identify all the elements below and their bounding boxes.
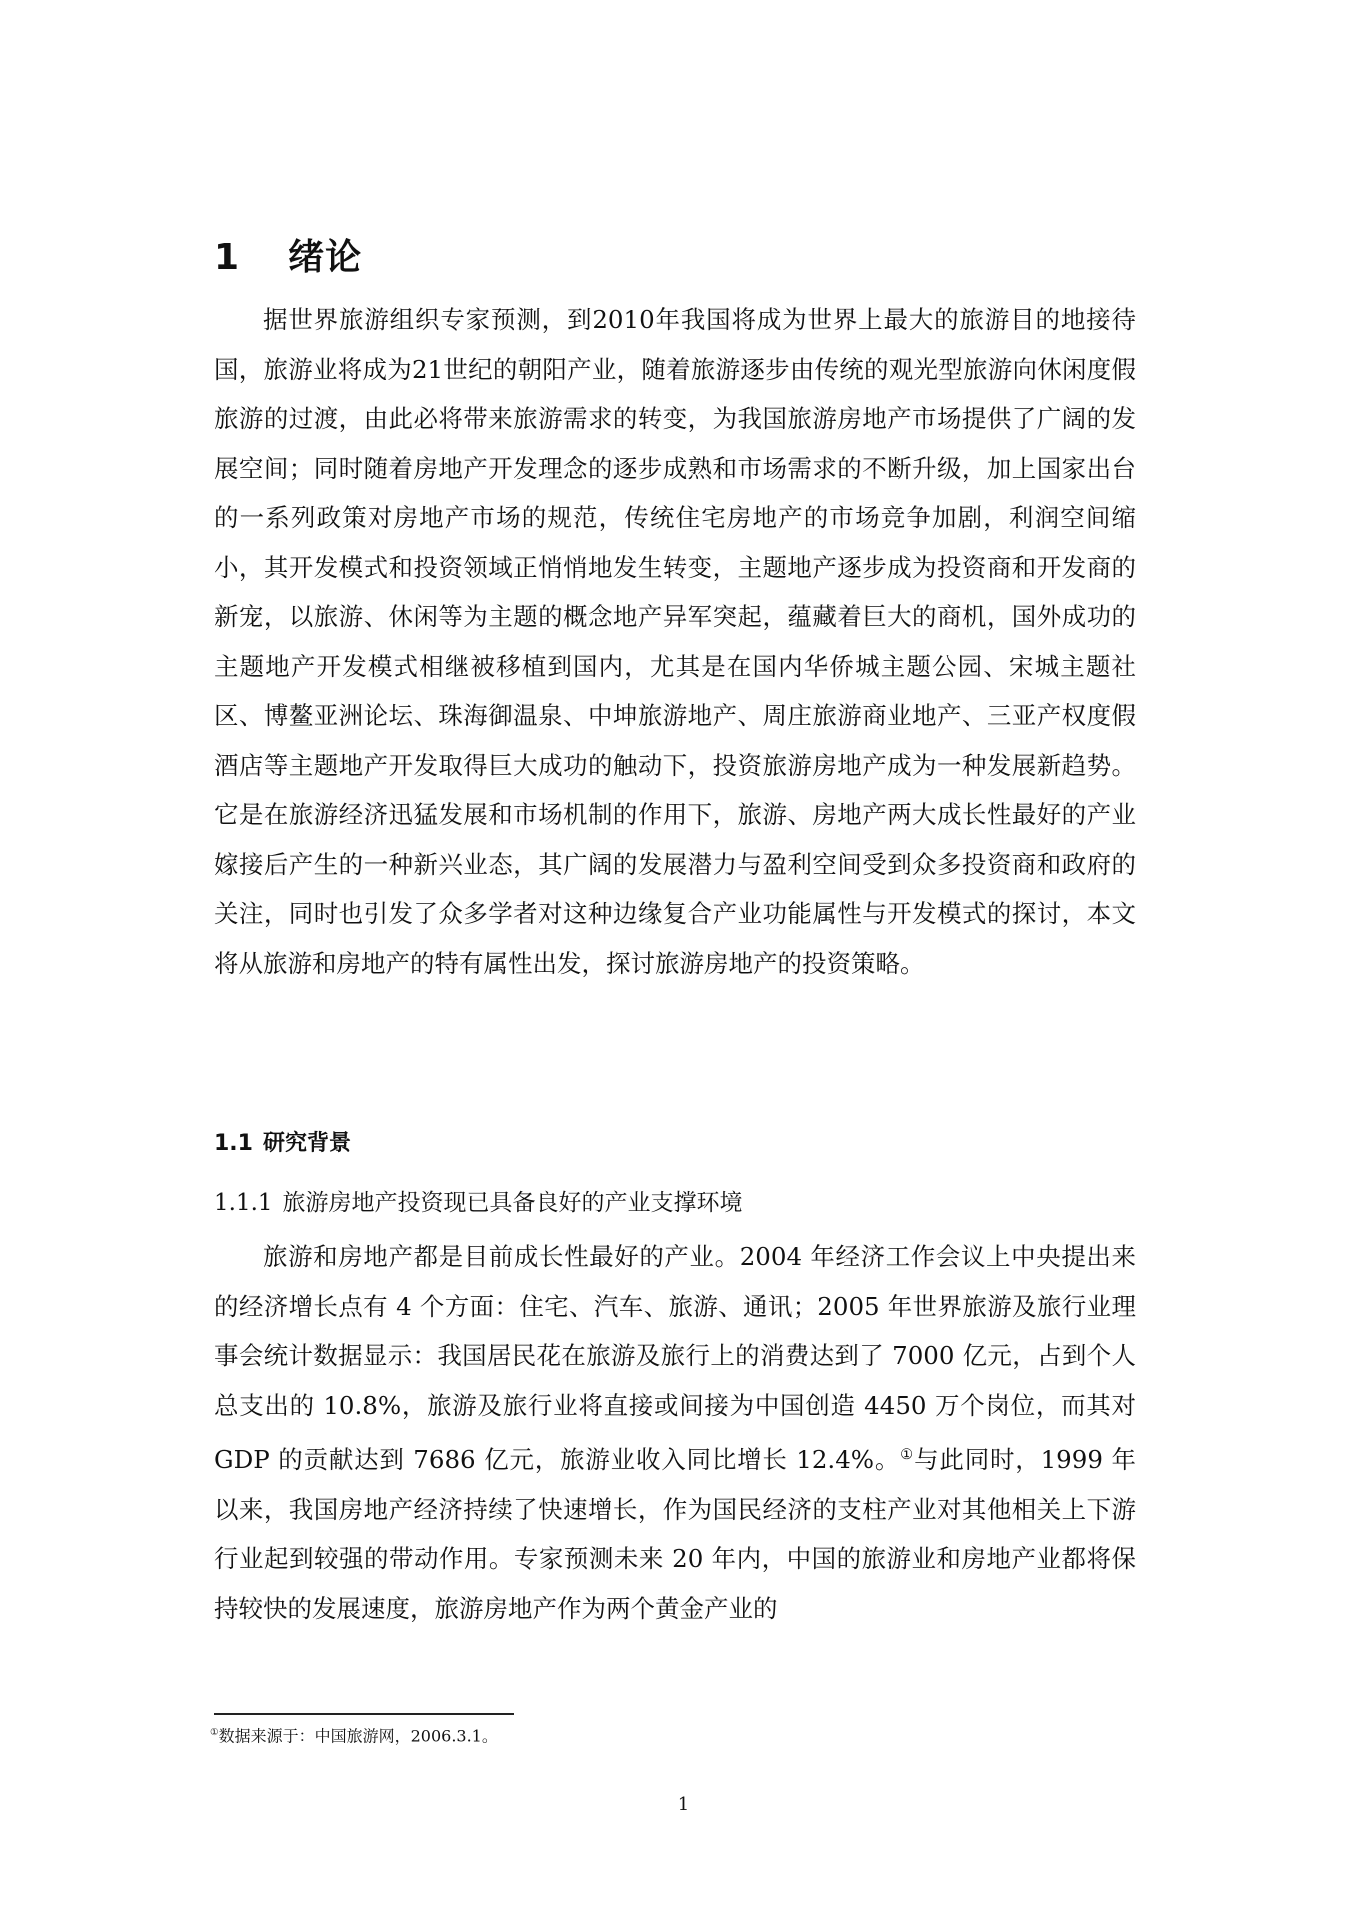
page-number: 1 [677, 1794, 690, 1815]
paragraph-text-end: 与此同时，1999 年以来，我国房地产经济持续了快速增长，作为国民经济的支柱产业对其他相关上下游行业起到较强的带动作用。专家预测未来 20 年内，中国的旅游业和房地产业都将保持较快的发展速度，旅游房地产作为两个黄金产业的 [214, 1445, 1137, 1623]
footnote [210, 1722, 498, 1747]
section-heading [214, 1129, 351, 1159]
subsection-number: 1.1.1 [214, 1190, 273, 1216]
subsection-heading [214, 1188, 743, 1218]
intro-paragraph: 据世界旅游组织专家预测，到2010年我国将成为世界上最大的旅游目的地接待国，旅游业将成为21世纪的朝阳产业，随着旅游逐步由传统的观光型旅游向休闲度假旅游的过渡，由此必将带来旅游需求的转变，为我国旅游房地产市场提供了广阔的发展空间；同时随着房地产开发理念的逐步成熟和市场需求的不断升级，加上国家出台的一系列政策对房地产市场的规范，传统住宅房地产的市场竞争加剧，利润空间缩小，其开发模式和投资领域正悄悄地发生转变，主题地产逐步成为投资商和开发商的新宠，以旅游、休闲等为主题的概念地产异军突起，蕴藏着巨大的商机，国外成功的主题地产开发模式相继被移植到国内，尤其是在国内华侨城主题公园、宋城主题社区、博鳌亚洲论坛、珠海御温泉、中坤旅游地产、周庄旅游商业地产、三亚产权度假酒店等主题地产开发取得巨大成功的触动下，投资旅游房地产成为一种发展新趋势。它是在旅游经济迅猛发展和市场机制的作用下，旅游、房地产两大成长性最好的产业嫁接后产生的一种新兴业态，其广阔的发展潜力与盈利空间受到众多投资商和政府的关注，同时也引发了众多学者对这种边缘复合产业功能属性与开发模式的探讨，本文将从旅游和房地产的特有属性出发，探讨旅游房地产的投资策略。 [214, 305, 1136, 978]
section-number: 1.1 [214, 1131, 253, 1156]
section-title: 研究背景 [262, 1131, 351, 1156]
chapter-title: 绪论 [288, 237, 363, 278]
paragraph-text-start: 旅游和房地产都是目前成长性最好的产业。2004 年经济工作会议上中央提出来的经济增长点有 4 个方面：住宅、汽车、旅游、通讯；2005 年世界旅游及旅行业理事会统计数据显示：我国居民花在旅游及旅行上的消费达到了 7000 亿元，占到个人总支出的 10.8%，旅游及旅行业将直接或间接为中国创造 4450 万个岗位，而其对 GDP 的贡献达到 7686 亿元，旅游业收入同比增长 12.4%。 [214, 1242, 1136, 1475]
subsection-title: 旅游房地产投资现已具备良好的产业支撑环境 [282, 1190, 743, 1216]
footnote-divider [214, 1713, 514, 1715]
chapter-heading [214, 236, 362, 280]
footnote-mark: ① [210, 1727, 219, 1738]
chapter-number: 1 [214, 237, 241, 278]
footnote-reference[interactable]: ① [900, 1446, 915, 1463]
footnote-text: 数据来源于：中国旅游网，2006.3.1。 [218, 1726, 498, 1746]
body-paragraph [214, 1232, 1136, 1633]
